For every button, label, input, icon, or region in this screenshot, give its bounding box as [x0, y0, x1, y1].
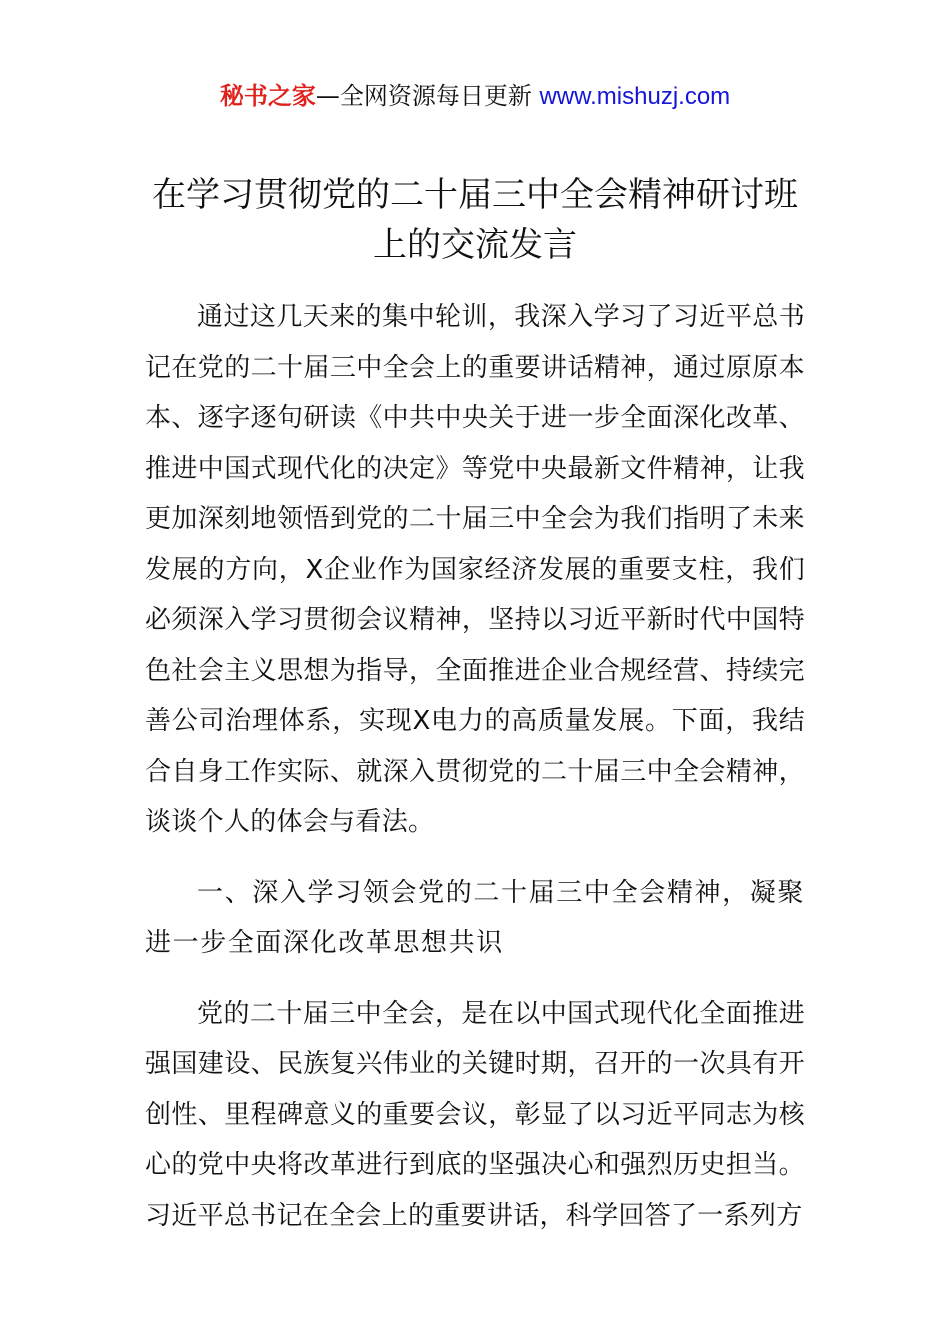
document-title: 在学习贯彻党的二十届三中全会精神研讨班上的交流发言 [152, 175, 798, 265]
site-url[interactable]: www.mishuzj.com [539, 83, 731, 110]
brand-name: 秘书之家 [219, 82, 316, 110]
document-body [145, 292, 805, 1241]
site-header [0, 80, 950, 113]
section-heading-1: 一、深入学习领会党的二十届三中全会精神，凝聚进一步全面深化改革思想共识 [145, 877, 805, 958]
intro-paragraph: 通过这几天来的集中轮训，我深入学习了习近平总书记在党的二十届三中全会上的重要讲话精神，通过原原本本、逐字逐句研读《中共中央关于进一步全面深化改革、推进中国式现代化的决定》等党中央最新文件精神，让我更加深刻地领悟到党的二十届三中全会为我们指明了未来发展的方向，X企业作为国家经济发展的重要支柱，我们必须深入学习贯彻会议精神，坚持以习近平新时代中国特色社会主义思想为指导，全面推进企业合规经营、持续完善公司治理体系，实现X电力的高质量发展。下面，我结合自身工作实际、就深入贯彻党的二十届三中全会精神，谈谈个人的体会与看法。 [145, 302, 805, 837]
body-paragraph: 党的二十届三中全会，是在以中国式现代化全面推进强国建设、民族复兴伟业的关键时期，召开的一次具有开创性、里程碑意义的重要会议，彰显了以习近平同志为核心的党中央将改革进行到底的坚强决心和强烈历史担当。习近平总书记在全会上的重要讲话，科学回答了一系列方 [145, 998, 805, 1231]
header-tagline: —全网资源每日更新 [315, 82, 540, 110]
